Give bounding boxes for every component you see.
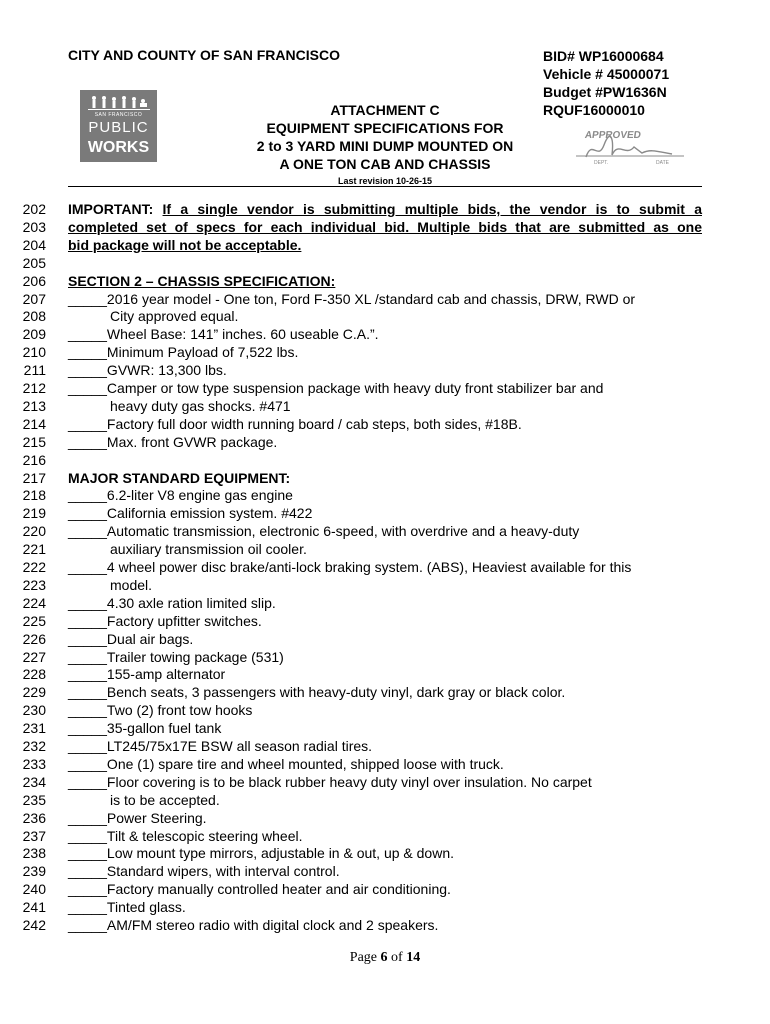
line-text-segment: _____Standard wipers, with interval control. — [68, 863, 340, 880]
line-number: 209 — [22, 326, 46, 343]
line-text-segment: _____Floor covering is to be black rubber heavy duty vinyl over insulation. No carpet — [68, 773, 592, 790]
line-text — [68, 522, 579, 540]
line-number: 217 — [22, 469, 46, 486]
line-text-segment: heavy duty gas shocks. #471 — [110, 397, 291, 414]
spec-line — [0, 236, 770, 254]
line-text-segment: _____Camper or tow type suspension package with heavy duty front stabilizer bar and — [68, 380, 604, 396]
line-text-segment: _____Dual air bags. — [68, 630, 194, 647]
spec-line — [0, 827, 770, 845]
line-number: 228 — [22, 666, 46, 683]
line-text — [68, 827, 303, 845]
line-text — [68, 504, 312, 522]
line-text-segment: completed set of specs for each individual bid. Multiple bids that are submitted as one — [68, 218, 702, 235]
line-text-segment: _____GVWR: 13,300 lbs. — [68, 362, 227, 379]
line-text — [68, 809, 207, 827]
line-text-segment: _____4 wheel power disc brake/anti-lock braking system. (ABS), Heaviest available for this — [68, 559, 632, 575]
spec-line — [0, 737, 770, 755]
spec-line — [0, 504, 770, 522]
spec-line — [0, 630, 770, 648]
line-number: 238 — [22, 845, 46, 862]
spec-line — [0, 343, 770, 361]
line-text-segment: auxiliary transmission oil cooler. — [110, 541, 307, 558]
bid-info-block — [543, 47, 669, 119]
line-text-segment: _____Tinted glass. — [68, 899, 186, 916]
line-text — [110, 576, 152, 594]
line-text — [68, 272, 335, 290]
vehicle-number: Vehicle # 45000071 — [543, 66, 670, 82]
line-number: 233 — [22, 755, 46, 772]
line-number: 218 — [22, 487, 46, 504]
spec-line — [0, 522, 770, 540]
line-number: 219 — [22, 505, 46, 522]
page-footer — [0, 950, 770, 966]
line-number: 206 — [22, 272, 46, 289]
line-text-segment: _____Automatic transmission, electronic 6-speed, with overdrive and a heavy-duty — [68, 523, 580, 540]
line-text-segment: _____Max. front GVWR package. — [68, 433, 278, 450]
line-text — [110, 791, 220, 809]
line-text-segment: If a single vendor is submitting multiple bids, the vendor is to submit a — [162, 201, 702, 217]
line-text-segment: _____California emission system. #422 — [68, 505, 313, 522]
line-number: 232 — [22, 738, 46, 754]
title-line: ATTACHMENT C — [330, 102, 440, 118]
spec-line — [0, 361, 770, 379]
line-text-segment: model. — [110, 576, 153, 593]
line-text — [110, 540, 307, 558]
line-text — [68, 612, 262, 630]
spec-line — [0, 648, 770, 666]
line-number: 227 — [22, 648, 46, 665]
line-text-segment: _____Factory full door width running board / cab steps, both sides, #18B. — [68, 415, 522, 432]
line-text — [68, 683, 565, 701]
stamp-date-label: DATE — [656, 160, 669, 166]
of-label: of — [391, 950, 403, 965]
title-line: 2 to 3 YARD MINI DUMP MOUNTED ON — [256, 138, 514, 154]
line-number: 240 — [22, 881, 46, 898]
spec-line — [0, 594, 770, 612]
line-number: 211 — [23, 362, 46, 379]
line-number: 204 — [22, 236, 46, 253]
line-text — [68, 898, 186, 916]
line-text-segment: _____Factory manually controlled heater and air conditioning. — [68, 881, 451, 898]
line-text-segment: bid package will not be acceptable. — [68, 236, 302, 253]
line-text — [68, 325, 379, 343]
line-text — [68, 916, 438, 934]
line-text-segment: _____Two (2) front tow hooks — [68, 702, 253, 719]
logo-works-text: WORKS — [87, 139, 150, 156]
line-number: 203 — [22, 218, 46, 235]
header-divider — [68, 186, 702, 187]
line-number: 205 — [22, 254, 46, 271]
line-text — [68, 361, 227, 379]
organization-name: CITY AND COUNTY OF SAN FRANCISCO — [68, 47, 340, 63]
spec-line — [0, 719, 770, 737]
line-text — [68, 433, 277, 451]
spec-line — [0, 307, 770, 325]
spec-line — [0, 576, 770, 594]
spec-line — [0, 701, 770, 719]
line-number: 225 — [22, 612, 46, 629]
page-total: 14 — [406, 950, 421, 965]
line-text — [110, 307, 238, 325]
spec-line — [0, 433, 770, 451]
spec-line — [0, 755, 770, 773]
line-number: 208 — [22, 308, 46, 325]
line-number: 212 — [22, 380, 46, 396]
line-text — [68, 236, 301, 254]
line-number: 241 — [22, 899, 46, 916]
spec-line — [0, 451, 770, 469]
line-text-segment: City approved equal. — [110, 308, 239, 325]
spec-line — [0, 415, 770, 433]
spec-line — [0, 469, 770, 487]
line-text — [68, 630, 193, 648]
line-text — [68, 594, 276, 612]
line-number: 221 — [22, 541, 46, 558]
spec-line — [0, 272, 770, 290]
logo-public-text: PUBLIC — [88, 119, 149, 136]
line-number: 237 — [22, 827, 46, 844]
line-text — [68, 880, 451, 898]
line-text — [68, 343, 298, 361]
workers-silhouette-icon — [88, 95, 150, 113]
stamp-dept-label: DEPT. — [594, 160, 609, 166]
page-number: 6 — [380, 950, 388, 965]
line-text-segment: _____Bench seats, 3 passengers with heavy-duty vinyl, dark gray or black color. — [68, 684, 566, 701]
line-text-segment: SECTION 2 – CHASSIS SPECIFICATION: — [68, 272, 336, 289]
line-number: 242 — [22, 917, 46, 933]
spec-line — [0, 612, 770, 630]
line-text-segment: _____6.2-liter V8 engine gas engine — [68, 487, 293, 504]
line-text — [68, 719, 221, 737]
spec-line — [0, 809, 770, 827]
line-number: 235 — [22, 791, 46, 808]
sf-public-works-logo — [80, 90, 157, 162]
line-number: 207 — [22, 290, 46, 307]
approved-word: APPROVED — [584, 130, 642, 141]
line-number: 213 — [22, 397, 46, 414]
approved-stamp — [572, 127, 688, 167]
rquf-number: RQUF16000010 — [543, 102, 645, 118]
title-line: EQUIPMENT SPECIFICATIONS FOR — [266, 120, 504, 136]
line-text-segment: IMPORTANT: — [68, 201, 163, 217]
line-text — [68, 486, 293, 504]
line-text — [68, 290, 635, 308]
line-number: 236 — [22, 809, 46, 826]
line-text-segment: _____Power Steering. — [68, 809, 207, 826]
spec-line — [0, 791, 770, 809]
line-text-segment: _____35-gallon fuel tank — [68, 720, 222, 737]
line-text — [68, 648, 284, 666]
line-text-segment: is to be accepted. — [110, 791, 220, 808]
line-text-segment: _____Tilt & telescopic steering wheel. — [68, 827, 303, 844]
line-number: 229 — [22, 684, 46, 701]
line-number: 234 — [22, 773, 46, 790]
spec-line — [0, 665, 770, 683]
line-text — [68, 755, 504, 773]
line-text-segment: _____Factory upfitter switches. — [68, 612, 262, 629]
spec-line — [0, 773, 770, 791]
line-text-segment: _____Trailer towing package (531) — [68, 648, 284, 665]
line-number: 210 — [22, 344, 46, 361]
line-number: 216 — [22, 451, 46, 468]
line-text-segment: _____2016 year model - One ton, Ford F-350 XL /standard cab and chassis, DRW, RWD or — [68, 290, 636, 307]
line-number: 231 — [22, 720, 46, 737]
line-text — [110, 397, 291, 415]
spec-line — [0, 844, 770, 862]
spec-line — [0, 397, 770, 415]
line-text — [68, 737, 372, 755]
spec-line — [0, 862, 770, 880]
line-number: 215 — [22, 433, 46, 450]
line-number: 202 — [22, 201, 46, 217]
line-text — [68, 469, 290, 487]
line-text — [68, 665, 225, 683]
line-text — [68, 379, 603, 397]
spec-line — [0, 558, 770, 576]
line-text-segment: _____LT245/75x17E BSW all season radial tires. — [68, 738, 373, 754]
page-label: Page — [349, 950, 378, 965]
spec-line — [0, 880, 770, 898]
line-text — [68, 200, 702, 218]
line-text-segment: _____One (1) spare tire and wheel mounted, shipped loose with truck. — [68, 755, 504, 772]
spec-line — [0, 379, 770, 397]
spec-line — [0, 540, 770, 558]
spec-line — [0, 200, 770, 218]
line-text-segment: MAJOR STANDARD EQUIPMENT: — [68, 469, 291, 486]
line-text — [68, 862, 340, 880]
logo-city-text: SAN FRANCISCO — [94, 112, 143, 118]
bid-number: BID# WP16000684 — [543, 48, 664, 64]
line-number: 220 — [22, 523, 46, 540]
document-title — [225, 101, 545, 187]
spec-line — [0, 683, 770, 701]
spec-line — [0, 916, 770, 934]
spec-line — [0, 486, 770, 504]
spec-line — [0, 218, 770, 236]
line-number: 223 — [22, 576, 46, 593]
line-number: 222 — [22, 559, 46, 575]
line-text-segment: _____Minimum Payload of 7,522 lbs. — [68, 344, 299, 361]
line-text — [68, 415, 522, 433]
spec-line — [0, 254, 770, 272]
line-number: 226 — [22, 630, 46, 647]
line-text-segment: _____Low mount type mirrors, adjustable in & out, up & down. — [68, 845, 454, 862]
line-number: 224 — [22, 594, 46, 611]
budget-number: Budget #PW1636N — [543, 84, 667, 100]
title-line: A ONE TON CAB AND CHASSIS — [279, 156, 491, 172]
line-text-segment: _____155-amp alternator — [68, 666, 226, 683]
line-text-segment: _____Wheel Base: 141” inches. 60 useable C.A.”. — [68, 326, 379, 343]
line-text — [68, 218, 702, 236]
line-text — [68, 558, 631, 576]
spec-line — [0, 898, 770, 916]
spec-line — [0, 290, 770, 308]
line-text — [68, 773, 592, 791]
spec-line — [0, 325, 770, 343]
line-text-segment: _____4.30 axle ration limited slip. — [68, 594, 276, 611]
line-number: 230 — [22, 702, 46, 719]
revision-date: Last revision 10-26-15 — [337, 176, 433, 186]
line-text — [68, 844, 454, 862]
line-text-segment: _____AM/FM stereo radio with digital clock and 2 speakers. — [68, 917, 439, 933]
line-text — [68, 701, 252, 719]
line-number: 214 — [22, 415, 46, 432]
line-number: 239 — [22, 863, 46, 880]
